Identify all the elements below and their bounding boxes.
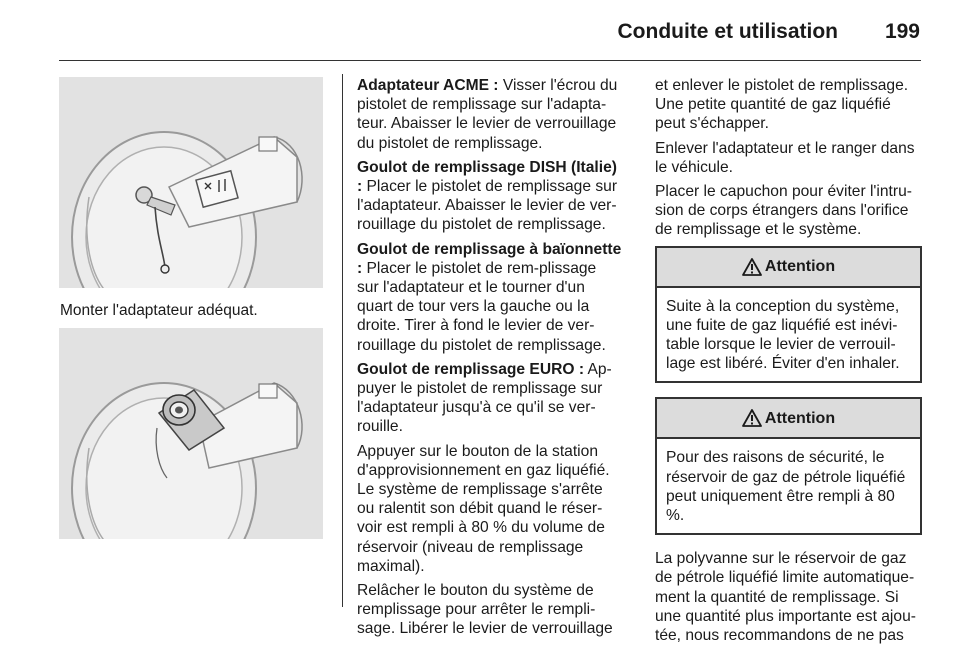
dish-heading: Goulot de remplissage DISH (Italie) :	[357, 158, 617, 196]
section-title: Conduite et utilisation	[617, 20, 838, 43]
figure-fuel-filler-cap	[59, 77, 323, 288]
warning-box-leak	[655, 246, 922, 384]
warning-text: Pour des raisons de sécurité, le réservoir de gaz de pétrole liquéfié peut uniquement être rempli à 80 %.	[666, 449, 906, 525]
column-separator	[342, 74, 343, 607]
fuel-filler-illustration-1	[59, 77, 323, 288]
warning-header	[657, 248, 920, 288]
warning-header	[657, 399, 920, 439]
paragraph-store-adapter: Enlever l'adaptateur et le ranger dans le véhicule.	[655, 139, 915, 176]
figure-adapter-mounted	[59, 328, 323, 539]
header-rule	[59, 60, 921, 61]
warning-triangle-icon	[742, 409, 762, 427]
acme-heading: Adaptateur ACME :	[357, 77, 499, 94]
paragraph-station-button: Appuyer sur le bouton de la station d'approvisionnement en gaz liquéfié. Le système de remplissage s'arrête ou ralentit son débit quand le réser-voir est rempli à 80 % du volume de réservoir (niveau de remplissage maximal).	[357, 442, 610, 575]
page-number: 199	[884, 20, 920, 43]
paragraph-euro	[357, 360, 622, 437]
paragraph-release-button: Relâcher le bouton du système de remplissage pour arrêter le rempli-sage. Libérer le levier de verrouillage	[357, 582, 613, 638]
fuel-filler-illustration-2	[59, 328, 323, 539]
warning-title: Attention	[764, 258, 836, 276]
warning-text: Suite à la conception du système, une fuite de gaz liquéfié est inévi-table lorsque le levier de verrouil-lage est libéré. Éviter d'en inhaler.	[666, 297, 900, 373]
middle-column	[357, 76, 622, 644]
euro-heading: Goulot de remplissage EURO :	[357, 360, 585, 378]
acme-text: Visser l'écrou du pistolet de remplissage sur l'adapta-teur. Abaisser le levier de verrouillage du pistolet de remplissage.	[357, 77, 618, 152]
paragraph-acme	[357, 76, 622, 153]
figure-caption: Monter l'adaptateur adéquat.	[60, 302, 258, 319]
warning-triangle-icon	[742, 258, 762, 276]
bayonet-text: Placer le pistolet de rem-plissage sur l'adaptateur et le tourner d'un quart de tour vers la gauche ou la droite. Tirer à fond le levier de ver-rouillage du pistolet de remplissage.	[357, 259, 606, 354]
paragraph-bayonet	[357, 240, 622, 355]
warning-title: Attention	[764, 409, 836, 427]
paragraph-dish	[357, 158, 622, 235]
euro-text: Ap-puyer le pistolet de remplissage sur l'adaptateur jusqu'à ce qu'il se ver-rouille.	[357, 360, 612, 436]
paragraph-multivalve: La polyvanne sur le réservoir de gaz de pétrole liquéfié limite automatique-ment la quantité de remplissage. Si une quantité plus importante est ajou-tée, nous recommandons de ne pas	[655, 550, 916, 645]
right-column	[655, 76, 922, 650]
page-header	[0, 0, 960, 62]
bayonet-heading: Goulot de remplissage à baïonnette :	[357, 240, 622, 277]
paragraph-remove-nozzle: et enlever le pistolet de remplissage. Une petite quantité de gaz liquéfié peut s'échapper.	[655, 77, 909, 133]
paragraph-place-cap: Placer le capuchon pour éviter l'intru-sion de corps étrangers dans l'orifice de remplissage et le système.	[655, 183, 912, 239]
warning-box-fill-limit	[655, 397, 922, 535]
dish-text: Placer le pistolet de remplissage sur l'adaptateur. Abaisser le levier de ver-rouillage du pistolet de remplissage.	[357, 178, 618, 234]
